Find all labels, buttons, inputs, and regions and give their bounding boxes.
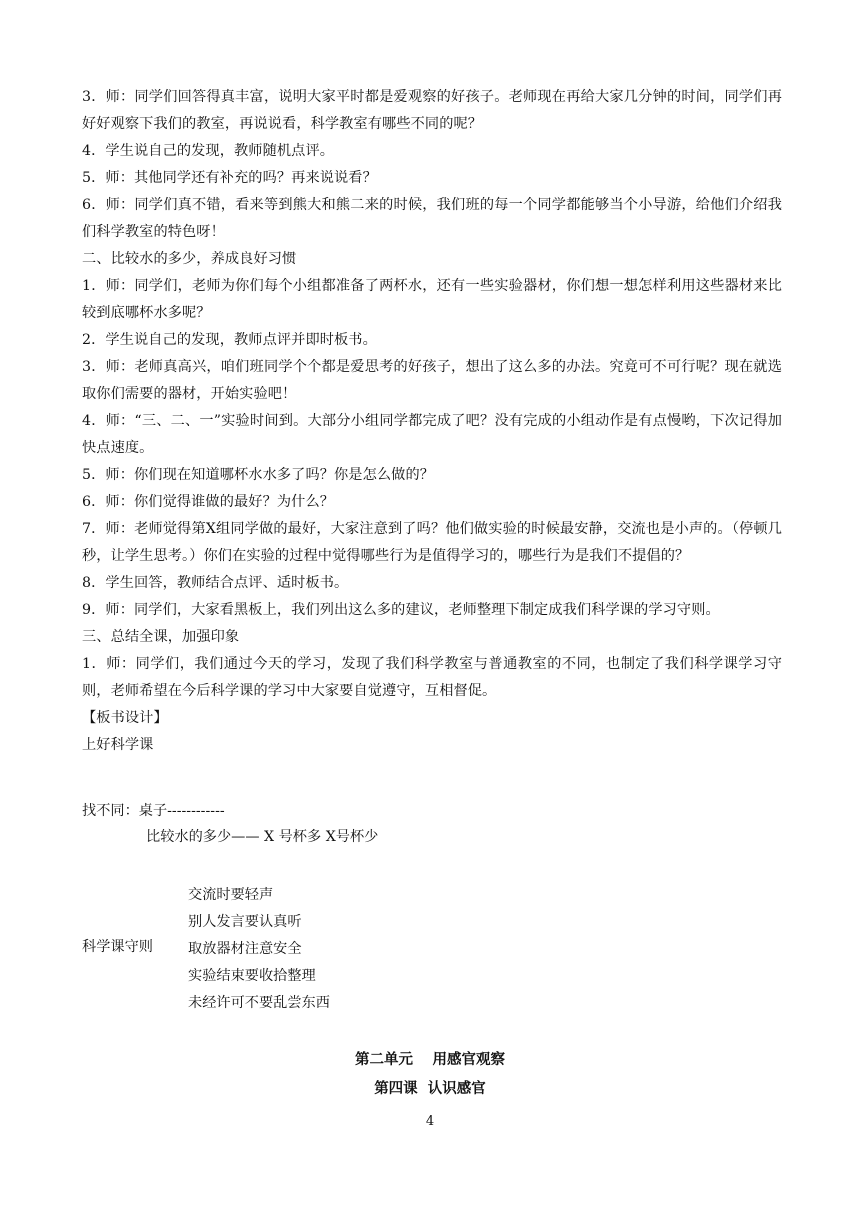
list-item: 交流时要轻声: [188, 887, 274, 903]
paragraph: 6．师：同学们真不错，看来等到熊大和熊二来的时候，我们班的每一个同学都能够当个小导游，给他们介绍我们科学教室的特色呀！: [82, 197, 782, 240]
page-number: 4: [425, 1114, 435, 1129]
paragraph: 9．师：同学们，大家看黑板上，我们列出这么多的建议，老师整理下制定成我们科学课的学习守则。: [82, 602, 720, 618]
paragraph: 3．师：老师真高兴，咱们班同学个个都是爱思考的好孩子，想出了这么多的办法。究竟可不可行呢？现在就选取你们需要的器材，开始实验吧！: [82, 359, 782, 402]
board-find-difference: 找不同：桌子------------: [82, 803, 225, 819]
board-compare-water: 比较水的多少—— X 号杯多 X号杯少: [146, 829, 379, 845]
paragraph: 4．学生说自己的发现，教师随机点评。: [82, 143, 335, 159]
unit-heading: 第二单元 用感官观察: [354, 1051, 506, 1068]
paragraph: 7．师：老师觉得第X组同学做的最好，大家注意到了吗？他们做实验的时候最安静，交流也是小声的。（停顿几秒，让学生思考。）你们在实验的过程中觉得哪些行为是值得学习的，哪些行为是我们不提倡的？: [82, 521, 782, 564]
paragraph: 1．师：同学们，我们通过今天的学习，发现了我们科学教室与普通教室的不同，也制定了我们科学课学习守则，老师希望在今后科学课的学习中大家要自觉遵守，互相督促。: [82, 656, 782, 699]
board-design-label: 【板书设计】: [82, 710, 168, 726]
list-item: 实验结束要收拾整理: [188, 968, 316, 984]
paragraph: 6．师：你们觉得谁做的最好？为什么？: [82, 494, 335, 510]
section-heading: 二、比较水的多少，养成良好习惯: [82, 251, 297, 267]
paragraph: 2．学生说自己的发现，教师点评并即时板书。: [82, 332, 377, 348]
board-rules-title: 科学课守则: [82, 939, 153, 955]
paragraph: 1．师：同学们，老师为你们每个小组都准备了两杯水，还有一些实验器材，你们想一想怎样利用这些器材来比较到底哪杯水多呢？: [82, 278, 782, 321]
board-title: 上好科学课: [82, 737, 154, 753]
paragraph: 5．师：你们现在知道哪杯水水多了吗？你是怎么做的？: [82, 467, 435, 483]
section-heading: 三、总结全课，加强印象: [82, 629, 240, 645]
lesson-heading: 第四课 认识感官: [374, 1080, 486, 1097]
paragraph: 8．学生回答，教师结合点评、适时板书。: [82, 575, 349, 591]
board-rules-list: [188, 882, 330, 1017]
paragraph: 5．师：其他同学还有补充的吗？再来说说看？: [82, 170, 377, 186]
list-item: 取放器材注意安全: [188, 941, 302, 957]
paragraph: 4．师：“三、二、一”实验时间到。大部分小组同学都完成了吧？没有完成的小组动作是有点慢哟，下次记得加快点速度。: [82, 413, 782, 456]
paragraph: 3．师：同学们回答得真丰富，说明大家平时都是爱观察的好孩子。老师现在再给大家几分钟的时间，同学们再好好观察下我们的教室，再说说看，科学教室有哪些不同的呢？: [82, 89, 782, 132]
list-item: 未经许可不要乱尝东西: [188, 995, 330, 1011]
list-item: 别人发言要认真听: [188, 914, 302, 930]
